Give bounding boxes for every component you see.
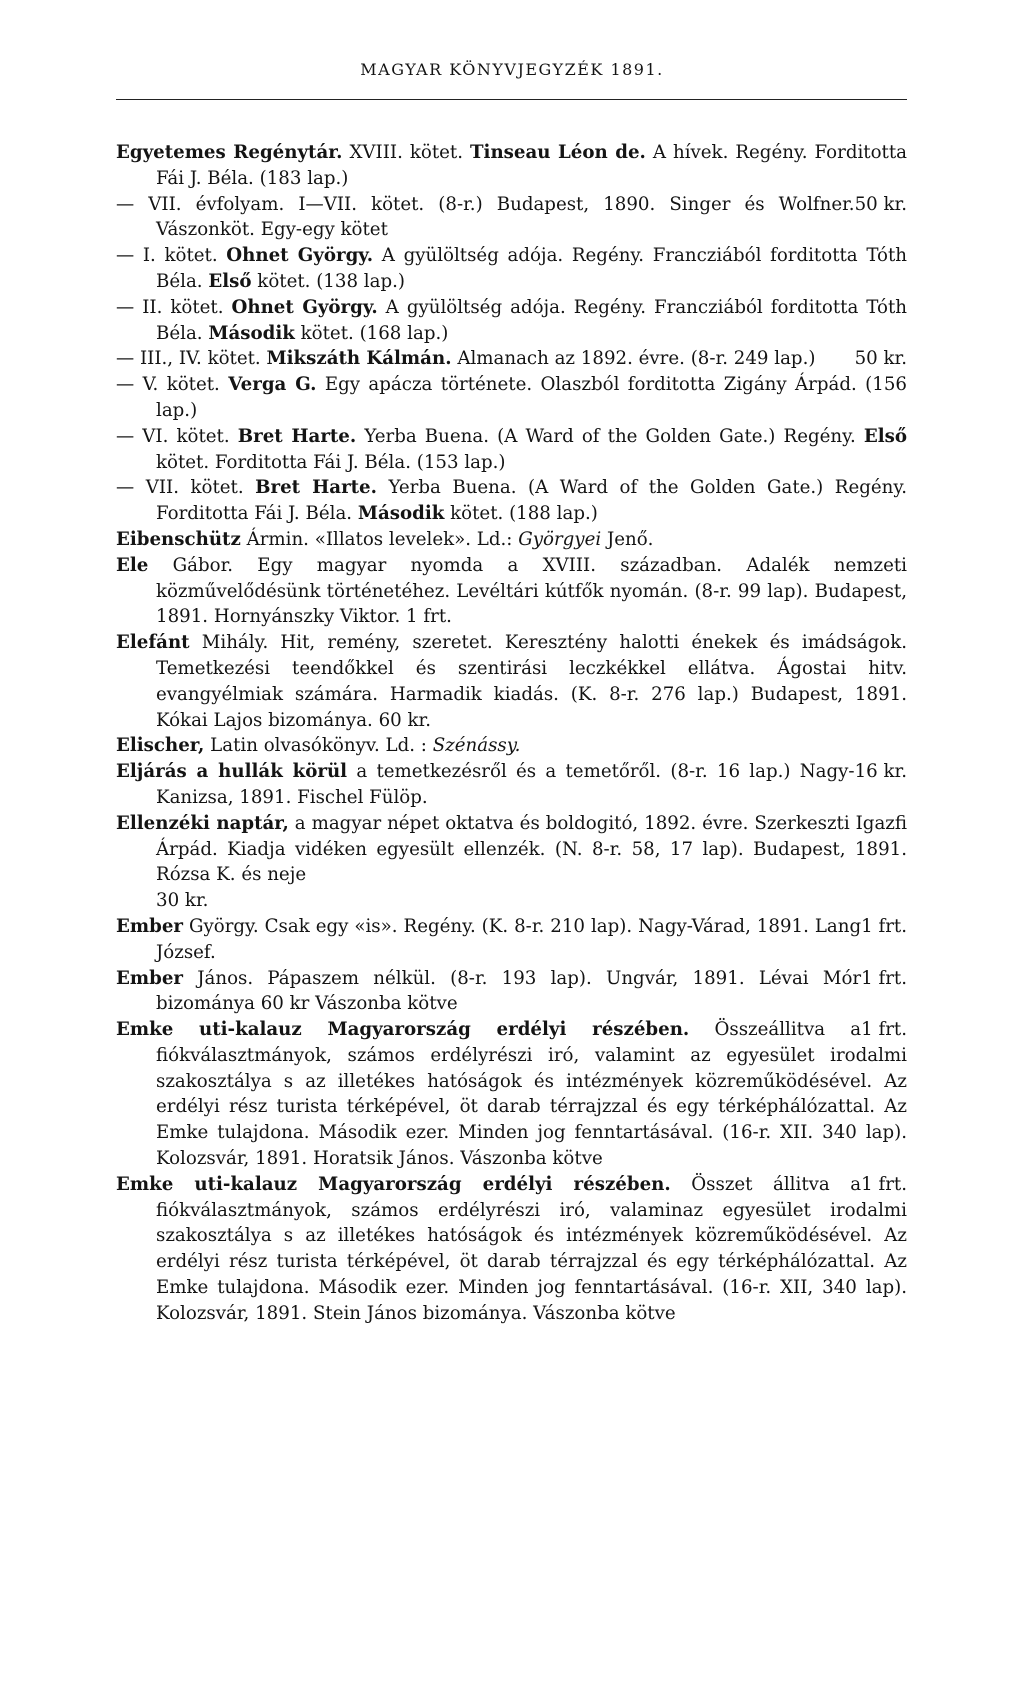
- entry-heading: Eibenschütz: [116, 528, 241, 550]
- entry-text: Összet állitva a fiókválasztmányok, számos erdélyrészi iró, valaminaz egyesület irodalmi szakosztálya s az illetékes hatóságok és intézmények közreműködésével. Az erdélyi rész turista térképével, öt darab térrajzzal és egy térképhálózattal. Az Emke tulajdona. Második ezer. Minden jog fenntartásával. (16-r. XII, 340 lap). Kolozsvár, 1891. Stein János bizománya. Vászonba kötve: [156, 1173, 907, 1324]
- entry-text: — III., IV. kötet.: [116, 348, 267, 370]
- entry-volume: Második: [208, 322, 295, 344]
- entry-text: A gyülöltség adója. Regény. Francziából forditotta Tóth Béla.: [156, 245, 908, 292]
- catalogue-entry: [116, 1017, 907, 1172]
- entry-text: Jenő.: [601, 528, 654, 550]
- catalogue-entry: [116, 966, 907, 1018]
- catalogue-entry: [116, 243, 907, 295]
- entry-text: XVIII. kötet.: [342, 142, 470, 163]
- entry-author: Tinseau Léon de.: [470, 142, 646, 163]
- entry-reference: Györgyei: [518, 528, 602, 550]
- entry-text: Almanach az 1892. évre. (8-r. 249 lap.): [451, 348, 816, 370]
- entry-text: Összeállitva a fiókválasztmányok, számos erdélyrészi iró, valamint az egyesület irodalmi szakosztálya s az illetékes hatóságok és intézmények közreműködésével. Az erdélyi rész turista térképével, öt darab térrajzzal és egy térképhálózattal. Az Emke tulajdona. Második ezer. Minden jog fenntartásával. (16-r. XII. 340 lap). Kolozsvár, 1891. Horatsik János. Vászonba kötve: [156, 1019, 907, 1170]
- catalogue-entry: [116, 733, 907, 759]
- entry-text: a temetkezésről és a temetőről. (8-r. 16 lap.) Nagy-Kanizsa, 1891. Fischel Fülöp.: [156, 761, 855, 808]
- entry-price: 30 kr.: [156, 890, 209, 912]
- entry-text: György. Csak egy «is». Regény. (K. 8-r. 210 lap). Nagy-Várad, 1891. Lang József.: [156, 915, 862, 963]
- entry-price: 50 kr.: [854, 348, 907, 370]
- entry-text: — I. kötet.: [116, 245, 227, 267]
- catalogue-entry: [116, 475, 907, 527]
- catalogue-entry: [116, 346, 907, 372]
- entry-author: Ohnet György.: [226, 245, 374, 267]
- entry-heading: Elefánt: [116, 632, 190, 654]
- entry-price: 1 frt.: [861, 1019, 907, 1041]
- entry-text: — II. kötet.: [116, 296, 232, 318]
- entry-text: kötet. (188 lap.): [444, 503, 598, 525]
- entry-text: János. Pápaszem nélkül. (8-r. 193 lap). Ungvár, 1891. Lévai Mór bizománya 60 kr Vászonba kötve: [156, 967, 862, 1015]
- entry-price: 1 frt.: [861, 967, 907, 989]
- entry-heading: Emke uti-kalauz Magyarország erdélyi részében.: [116, 1019, 690, 1041]
- entry-text: A gyülöltség adója. Regény. Francziából forditotta Tóth Béla.: [156, 296, 907, 344]
- catalogue-entry: [116, 553, 907, 630]
- entry-text: — VII. évfolyam. I—VII. kötet. (8-r.) Budapest, 1890. Singer és Wolfner. Vászonköt. Egy-egy kötet: [116, 193, 855, 241]
- entry-text: Mihály. Hit, remény, szeretet. Keresztény halotti énekek és imádságok. Temetkezési teendőkkel és szentirási leczkékkel ellátva. Ágostai hitv. evangyélmiak számára. Harmadik kiadás. (K. 8-r. 276 lap.) Budapest, 1891. Kókai Lajos bizománya. 60 kr.: [156, 632, 907, 731]
- catalogue-entry: [116, 759, 907, 811]
- entry-heading: Emke uti-kalauz Magyarország erdélyi részében.: [116, 1173, 671, 1195]
- entry-text: kötet. (168 lap.): [294, 322, 449, 344]
- entry-text: — V. kötet.: [116, 374, 229, 396]
- catalogue-entry: [116, 372, 907, 424]
- entry-text: a magyar népet oktatva és boldogitó, 1892. évre. Szerkeszti Igazfi Árpád. Kiadja vidéken egyesült ellenzék. (N. 8-r. 58, 17 lap). Budapest, 1891. Rózsa K. és neje: [156, 812, 907, 886]
- catalogue-entry: [116, 295, 907, 347]
- catalogue-entry: [116, 424, 907, 476]
- entry-heading: Ellenzéki naptár,: [116, 812, 289, 834]
- entry-text: Yerba Buena. (A Ward of the Golden Gate.) Regény. Forditotta Fái J. Béla.: [156, 477, 907, 525]
- entry-text: A hívek. Regény. Forditotta Fái J. Béla. (183 lap.): [156, 142, 907, 189]
- catalogue-entry: [116, 1172, 907, 1327]
- header-rule: [116, 99, 907, 100]
- entry-text: kötet. (138 lap.): [251, 270, 405, 292]
- entry-text: Yerba Buena. (A Ward of the Golden Gate.) Regény.: [356, 425, 864, 447]
- catalogue-entry: [116, 140, 907, 192]
- catalogue-entry: [116, 192, 907, 244]
- entry-volume: Első: [208, 270, 252, 292]
- entry-price: 16 kr.: [854, 761, 907, 783]
- running-head: MAGYAR KÖNYVJEGYZÉK 1891.: [360, 60, 664, 79]
- entry-price: 1 frt.: [861, 915, 907, 937]
- entry-heading: Ele: [116, 554, 149, 576]
- entry-author: Verga G.: [228, 374, 317, 396]
- entry-author: Ohnet György.: [231, 296, 378, 318]
- entry-text: kötet. Forditotta Fái J. Béla. (153 lap.): [156, 451, 506, 473]
- entry-author: Bret Harte.: [237, 425, 357, 447]
- entry-volume: Második: [357, 503, 445, 525]
- entry-author: Bret Harte.: [255, 477, 377, 499]
- catalogue-entries: [116, 140, 907, 1327]
- entry-price: 50 kr.: [854, 193, 907, 215]
- entry-text: — VI. kötet.: [116, 425, 238, 447]
- entry-heading: Eljárás a hullák körül: [116, 761, 348, 783]
- entry-price: 1 frt.: [861, 1173, 907, 1195]
- entry-heading: Elischer,: [116, 735, 205, 757]
- entry-heading: Ember: [116, 915, 183, 937]
- entry-text: — VII. kötet.: [116, 477, 256, 499]
- catalogue-entry: [116, 527, 907, 553]
- entry-volume: Első: [863, 425, 907, 447]
- entry-text: Egy apácza története. Olaszból forditotta Zigány Árpád. (156 lap.): [156, 374, 907, 421]
- catalogue-entry: [116, 630, 907, 733]
- entry-text: Gábor. Egy magyar nyomda a XVIII. században. Adalék nemzeti közművelődésünk történetéhez. Levéltári kútfők nyomán. (8-r. 99 lap). Budapest, 1891. Hornyánszky Viktor. 1 frt.: [148, 554, 907, 628]
- catalogue-entry: [116, 914, 907, 966]
- entry-text: Ármin. «Illatos levelek». Ld.:: [240, 528, 519, 550]
- catalogue-entry: [116, 811, 907, 914]
- entry-reference: Szénássy.: [432, 735, 521, 757]
- entry-author: Mikszáth Kálmán.: [266, 348, 452, 370]
- entry-text: Latin olvasókönyv. Ld. :: [204, 735, 433, 757]
- entry-heading: Ember: [116, 967, 183, 989]
- entry-heading: Egyetemes Regénytár.: [116, 142, 343, 163]
